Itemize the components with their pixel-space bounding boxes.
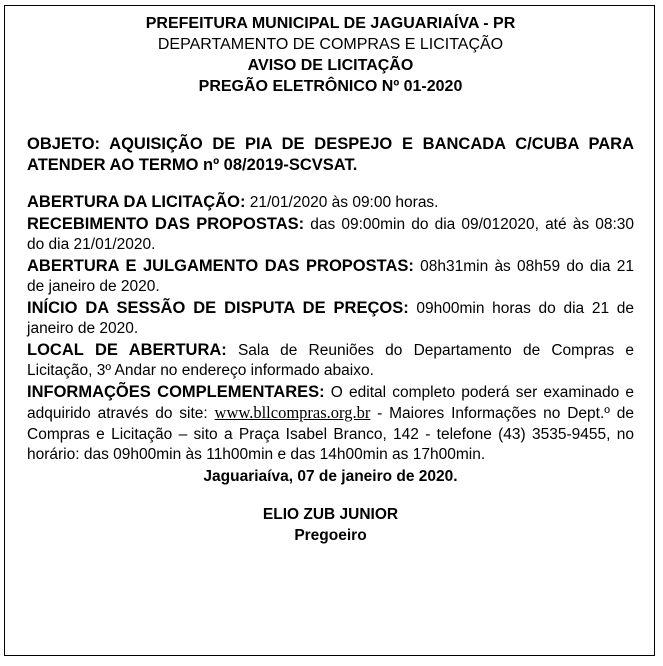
- inicio-paragraph: [27, 298, 634, 340]
- signer-role: Pregoeiro: [294, 526, 367, 544]
- spacer: [27, 487, 634, 505]
- inicio-label: INÍCIO DA SESSÃO DE DISPUTA DE PREÇOS:: [27, 298, 409, 317]
- info-text-1: O edital completo poderá ser examinado e adquirido através do site:: [27, 383, 634, 422]
- abertura-text: 21/01/2020 às 09:00 horas.: [245, 194, 439, 211]
- notice-content: [27, 13, 634, 546]
- signer-name: ELIO ZUB JUNIOR: [262, 506, 399, 523]
- recebimento-text: das 09:00min do dia 09/012020, até às 08:30 do dia 21/01/2020.: [27, 215, 634, 253]
- local-paragraph: [27, 340, 634, 382]
- inicio-text: 09h00min horas do dia 21 de janeiro de 2020.: [27, 299, 634, 337]
- pregao-title: PREGÃO ELETRÔNICO Nº 01-2020: [198, 78, 463, 95]
- abertura-label: ABERTURA DA LICITAÇÃO:: [27, 193, 246, 211]
- julgamento-text: 08h31min às 08h59 do dia 21 de janeiro de 2020.: [27, 257, 634, 295]
- objeto-paragraph: OBJETO: AQUISIÇÃO DE PIA DE DESPEJO E BANCADA C/CUBA PARA ATENDER AO TERMO nº 08/2019-SCVSAT.: [27, 134, 634, 174]
- info-label: INFORMAÇÕES COMPLEMENTARES:: [27, 382, 325, 401]
- info-text-2: - Maiores Informações no Dept.º de Compras e Licitação – sito a Praça Isabel Branco, 142 - telefone (43) 3535-9455, no horário: das 09h00min às 11h00min e das 14h00min as 17h00min.: [27, 405, 634, 463]
- abertura-paragraph: [27, 192, 634, 214]
- julgamento-label: ABERTURA E JULGAMENTO DAS PROPOSTAS:: [27, 256, 414, 275]
- prefeitura-title: PREFEITURA MUNICIPAL DE JAGUARIAÍVA - PR: [145, 15, 516, 32]
- bll-compras-link[interactable]: www.bllcompras.org.br: [214, 403, 371, 422]
- local-text: Sala de Reuniões do Departamento de Compras e Licitação, 3º Andar no endereço informado abaixo.: [27, 341, 634, 379]
- aviso-title: AVISO DE LICITAÇÃO: [247, 57, 414, 74]
- date-line: Jaguariaíva, 07 de janeiro de 2020.: [203, 467, 458, 485]
- local-label: LOCAL DE ABERTURA:: [27, 340, 227, 359]
- recebimento-paragraph: [27, 214, 634, 256]
- recebimento-label: RECEBIMENTO DAS PROPOSTAS:: [27, 214, 305, 233]
- info-paragraph: [27, 382, 634, 466]
- notice-frame: [4, 5, 655, 656]
- spacer: [27, 97, 634, 117]
- julgamento-paragraph: [27, 256, 634, 298]
- departamento-title: DEPARTAMENTO DE COMPRAS E LICITAÇÃO: [157, 36, 504, 53]
